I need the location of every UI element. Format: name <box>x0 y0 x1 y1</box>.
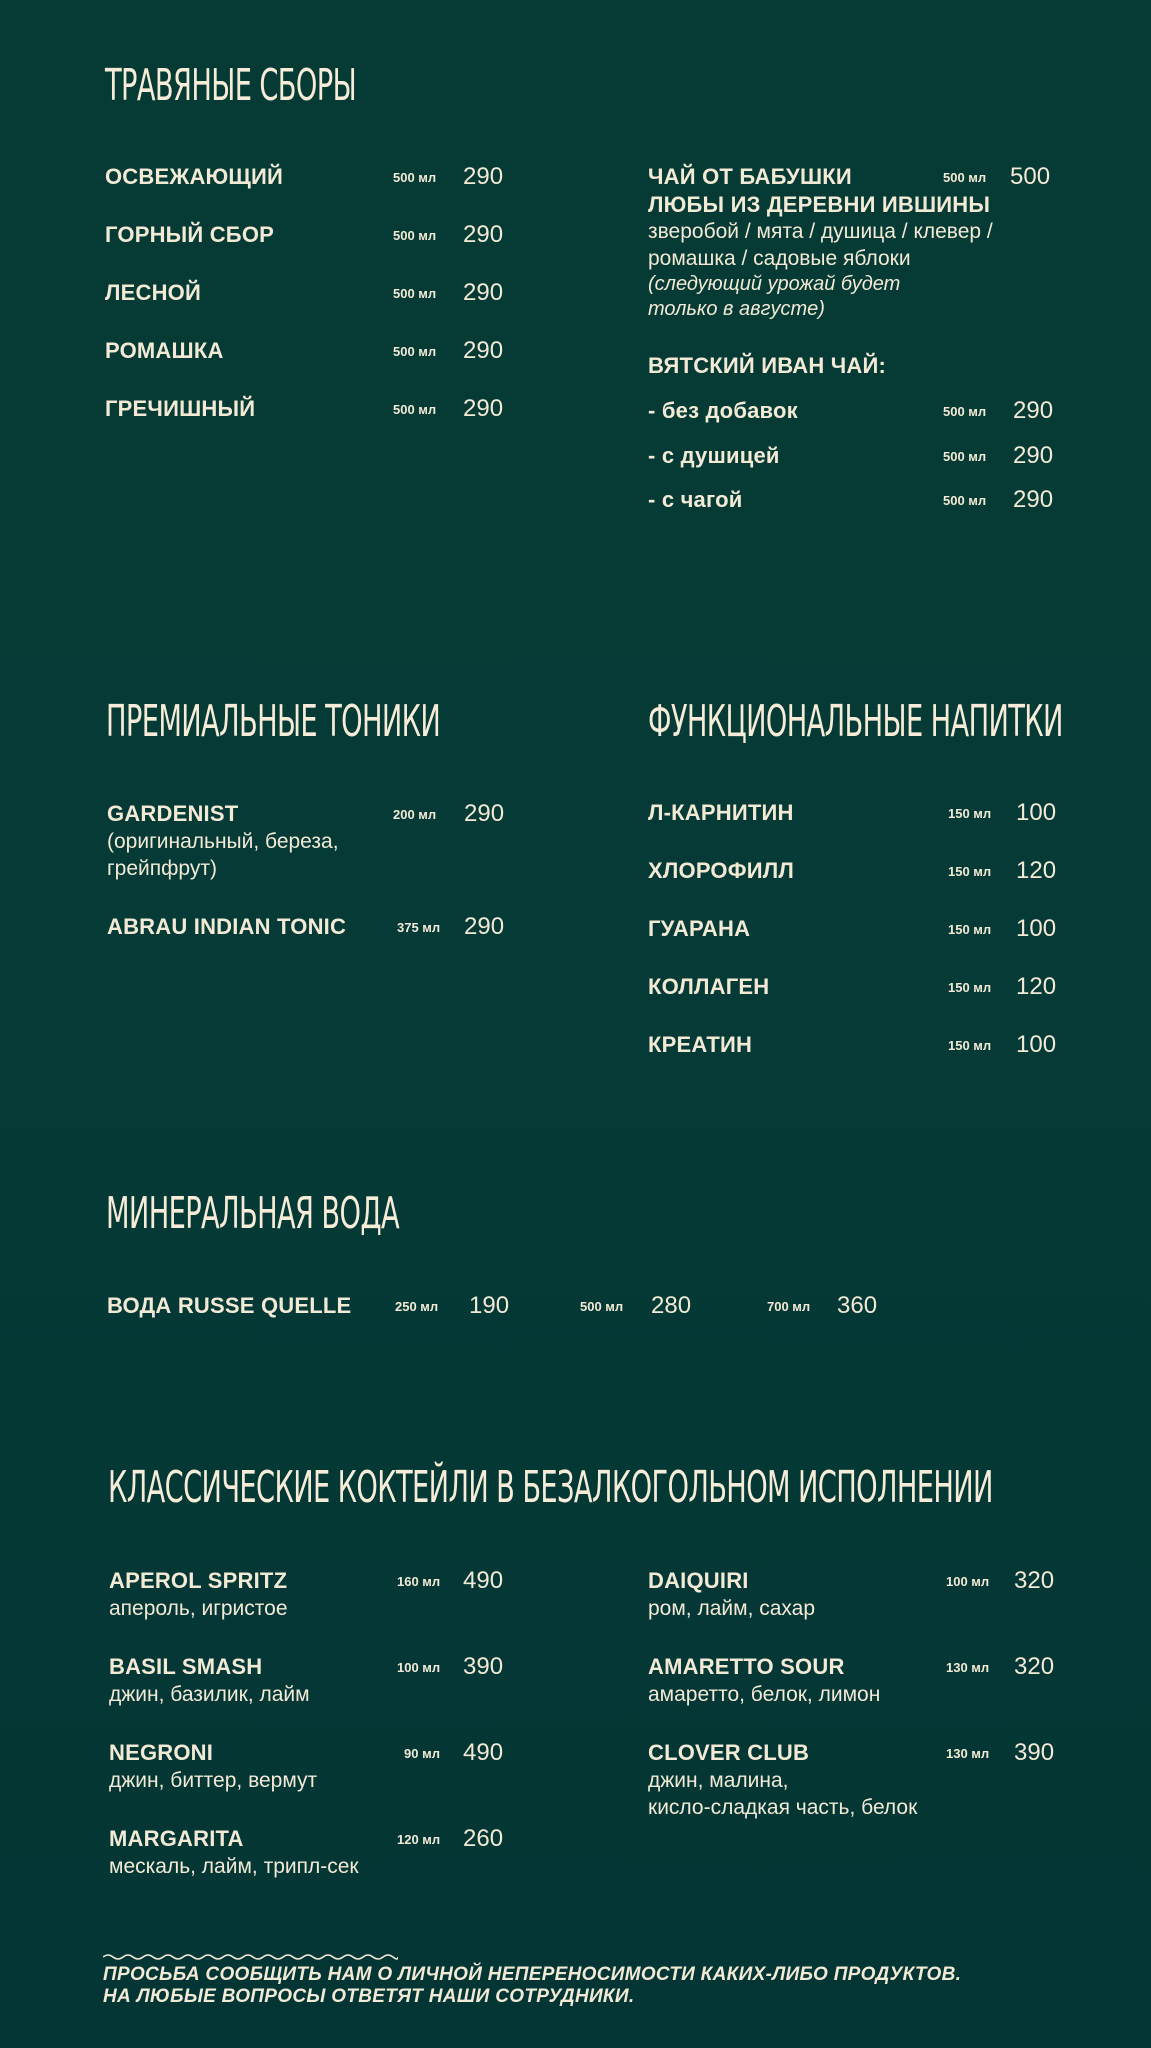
item-name: ГУАРАНА <box>648 916 751 941</box>
item-price: 120 <box>1016 857 1057 884</box>
item-name: DAIQUIRI <box>648 1568 749 1593</box>
item-price: 100 <box>1016 799 1057 826</box>
item-name: GARDENIST <box>107 801 239 826</box>
item-name: КРЕАТИН <box>648 1032 753 1057</box>
item-price: 290 <box>1013 397 1054 424</box>
allergy-notice <box>103 1964 961 2008</box>
subsection-title: ВЯТСКИЙ ИВАН ЧАЙ: <box>648 353 887 378</box>
item-description-line2: кисло-сладкая часть, белок <box>648 1796 918 1819</box>
item-price: 500 <box>1010 163 1051 190</box>
item-volume: 90 мл <box>404 1746 440 1761</box>
item-note-line2: только в августе) <box>648 298 825 320</box>
item-price: 290 <box>464 800 505 827</box>
item-price: 190 <box>469 1292 510 1319</box>
item-note: (следующий урожай будет <box>648 273 901 295</box>
item-price: 360 <box>837 1292 878 1319</box>
item-volume: 375 мл <box>397 920 441 935</box>
item-price: 290 <box>463 279 504 306</box>
item-volume: 150 мл <box>948 806 992 821</box>
item-volume: 130 мл <box>946 1746 990 1761</box>
item-volume: 150 мл <box>948 980 992 995</box>
item-description: джин, базилик, лайм <box>109 1683 310 1706</box>
item-description-line2: ромашка / садовые яблоки <box>648 247 911 270</box>
item-name: ЧАЙ ОТ БАБУШКИ <box>648 164 852 189</box>
item-price: 390 <box>1014 1739 1055 1766</box>
item-price: 260 <box>463 1825 504 1852</box>
item-price: 100 <box>1016 915 1057 942</box>
item-name: ВОДА RUSSE QUELLE <box>107 1293 352 1318</box>
item-description: апероль, игристое <box>109 1597 288 1620</box>
item-description: мескаль, лайм, трипл-сек <box>109 1855 359 1878</box>
item-volume: 500 мл <box>393 170 437 185</box>
item-description: зверобой / мята / душица / клевер / <box>648 220 993 243</box>
item-description-line2: грейпфрут) <box>107 857 217 880</box>
item-price: 290 <box>464 913 505 940</box>
section-title-tonics: ПРЕМИАЛЬНЫЕ ТОНИКИ <box>106 696 441 747</box>
item-description: (оригинальный, береза, <box>107 830 339 853</box>
item-volume: 150 мл <box>948 864 992 879</box>
section-title-functional: ФУНКЦИОНАЛЬНЫЕ НАПИТКИ <box>648 696 1063 747</box>
item-price: 120 <box>1016 973 1057 1000</box>
item-volume: 250 мл <box>395 1299 439 1314</box>
section-title-herbal: ТРАВЯНЫЕ СБОРЫ <box>105 60 357 111</box>
item-price: 490 <box>463 1567 504 1594</box>
item-name: CLOVER CLUB <box>648 1740 810 1765</box>
item-volume: 130 мл <box>946 1660 990 1675</box>
item-name: - без добавок <box>648 398 798 423</box>
item-name: РОМАШКА <box>105 338 224 363</box>
item-name: ГРЕЧИШНЫЙ <box>105 396 256 421</box>
notice-line: ПРОСЬБА СООБЩИТЬ НАМ О ЛИЧНОЙ НЕПЕРЕНОСИМОСТИ КАКИХ-ЛИБО ПРОДУКТОВ. <box>103 1964 962 1985</box>
item-volume: 150 мл <box>948 922 992 937</box>
item-volume: 500 мл <box>943 404 987 419</box>
item-name-line2: ЛЮБЫ ИЗ ДЕРЕВНИ ИВШИНЫ <box>648 192 991 217</box>
item-volume: 500 мл <box>580 1299 624 1314</box>
item-description: ром, лайм, сахар <box>648 1597 816 1620</box>
item-name: ОСВЕЖАЮЩИЙ <box>105 164 284 189</box>
wavy-divider <box>103 1953 398 1961</box>
item-name: NEGRONI <box>109 1740 214 1765</box>
item-volume: 160 мл <box>397 1574 441 1589</box>
item-name: - с чагой <box>648 487 743 512</box>
item-price: 290 <box>463 221 504 248</box>
item-volume: 500 мл <box>393 402 437 417</box>
section-title-mineral: МИНЕРАЛЬНАЯ ВОДА <box>106 1188 400 1239</box>
item-price: 320 <box>1014 1567 1055 1594</box>
item-name: AMARETTO SOUR <box>648 1654 845 1679</box>
item-name: ХЛОРОФИЛЛ <box>648 858 794 883</box>
item-price: 280 <box>651 1292 692 1319</box>
item-price: 290 <box>463 337 504 364</box>
item-volume: 200 мл <box>393 807 437 822</box>
item-price: 490 <box>463 1739 504 1766</box>
item-volume: 500 мл <box>943 170 987 185</box>
item-volume: 700 мл <box>767 1299 811 1314</box>
item-description: джин, малина, <box>648 1769 789 1792</box>
item-price: 290 <box>1013 486 1054 513</box>
item-volume: 100 мл <box>946 1574 990 1589</box>
item-name: ГОРНЫЙ СБОР <box>105 222 275 247</box>
notice-line: НА ЛЮБЫЕ ВОПРОСЫ ОТВЕТЯТ НАШИ СОТРУДНИКИ. <box>103 1986 635 2007</box>
item-price: 290 <box>463 163 504 190</box>
item-price: 290 <box>463 395 504 422</box>
item-name: BASIL SMASH <box>109 1654 263 1679</box>
item-volume: 100 мл <box>397 1660 441 1675</box>
item-name: Л-КАРНИТИН <box>648 800 794 825</box>
item-name: MARGARITA <box>109 1826 244 1851</box>
item-name: ABRAU INDIAN TONIC <box>107 914 347 939</box>
item-description: амаретто, белок, лимон <box>648 1683 881 1706</box>
item-name: КОЛЛАГЕН <box>648 974 770 999</box>
item-volume: 500 мл <box>393 344 437 359</box>
item-name: APEROL SPRITZ <box>109 1568 288 1593</box>
item-volume: 500 мл <box>393 228 437 243</box>
item-volume: 500 мл <box>943 493 987 508</box>
section-title-cocktails: КЛАССИЧЕСКИЕ КОКТЕЙЛИ В БЕЗАЛКОГОЛЬНОМ ИСПОЛНЕНИИ <box>108 1462 993 1513</box>
item-volume: 500 мл <box>393 286 437 301</box>
item-price: 100 <box>1016 1031 1057 1058</box>
item-name: ЛЕСНОЙ <box>105 280 202 305</box>
item-volume: 150 мл <box>948 1038 992 1053</box>
item-price: 390 <box>463 1653 504 1680</box>
item-description: джин, биттер, вермут <box>109 1769 318 1792</box>
item-volume: 120 мл <box>397 1832 441 1847</box>
item-price: 290 <box>1013 442 1054 469</box>
item-volume: 500 мл <box>943 449 987 464</box>
item-name: - с душицей <box>648 443 780 468</box>
item-price: 320 <box>1014 1653 1055 1680</box>
